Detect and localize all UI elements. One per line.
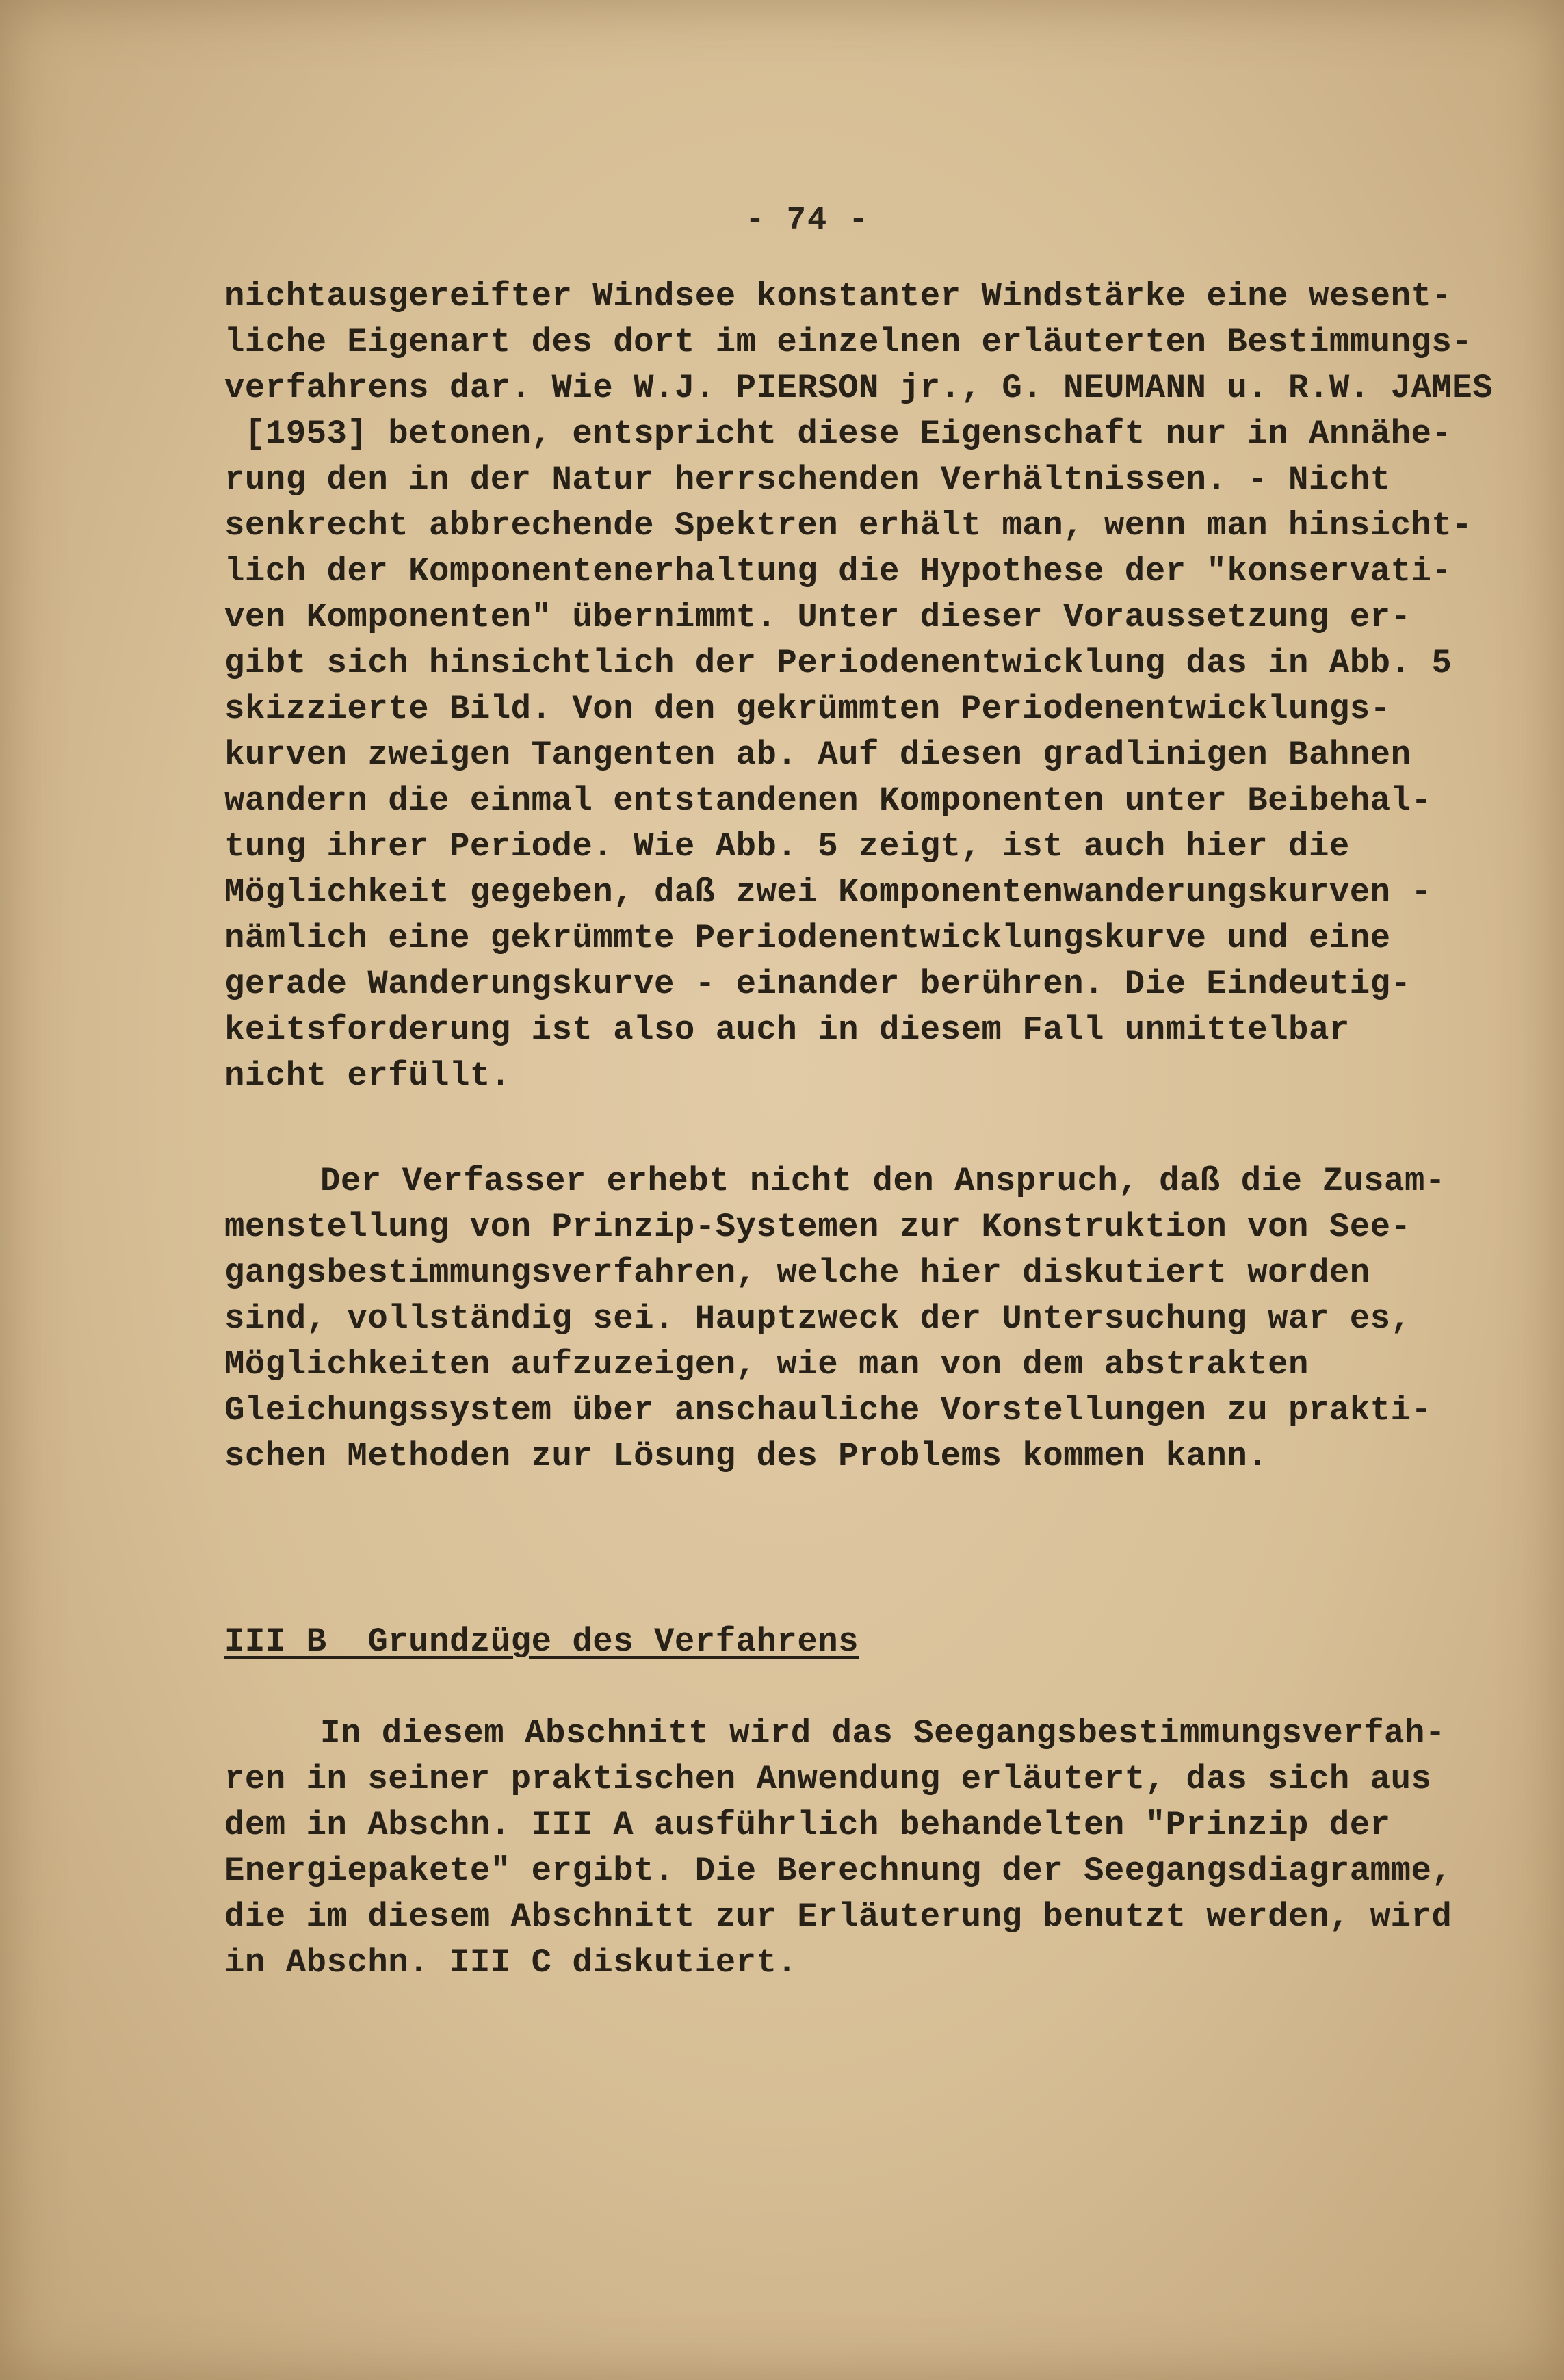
paragraph-1	[224, 274, 1494, 1099]
text-line: nichtausgereifter Windsee konstanter Windstärke eine wesent-	[224, 277, 1452, 315]
paragraph-3	[224, 1711, 1452, 1986]
text-line: kurven zweigen Tangenten ab. Auf diesen gradlinigen Bahnen	[224, 736, 1411, 774]
text-line: ven Komponenten" übernimmt. Unter dieser Voraussetzung er-	[224, 598, 1411, 636]
text-line: in Abschn. III C diskutiert.	[224, 1943, 798, 1982]
text-line: senkrecht abbrechende Spektren erhält man, wenn man hinsicht-	[224, 506, 1473, 545]
section-heading: III B Grundzüge des Verfahrens	[224, 1622, 859, 1661]
text-line: lich der Komponentenerhaltung die Hypothese der "konservati-	[224, 552, 1452, 591]
page-number: - 74 -	[745, 203, 870, 239]
text-line: die im diesem Abschnitt zur Erläuterung benutzt werden, wird	[224, 1898, 1452, 1936]
text-line: Energiepakete" ergibt. Die Berechnung der Seegangsdiagramme,	[224, 1852, 1452, 1890]
text-line: gangsbestimmungsverfahren, welche hier diskutiert worden	[224, 1254, 1370, 1292]
text-line: nämlich eine gekrümmte Periodenentwicklungskurve und eine	[224, 919, 1391, 957]
text-line: tung ihrer Periode. Wie Abb. 5 zeigt, ist auch hier die	[224, 827, 1350, 866]
text-line: dem in Abschn. III A ausführlich behandelten "Prinzip der	[224, 1806, 1391, 1844]
text-line: keitsforderung ist also auch in diesem Fall unmittelbar	[224, 1011, 1350, 1049]
paragraph-2	[224, 1159, 1446, 1479]
text-line: gibt sich hinsichtlich der Periodenentwicklung das in Abb. 5	[224, 644, 1452, 682]
text-line: schen Methoden zur Lösung des Problems kommen kann.	[224, 1437, 1268, 1475]
text-line: Möglichkeit gegeben, daß zwei Komponentenwanderungskurven -	[224, 873, 1432, 911]
text-line: In diesem Abschnitt wird das Seegangsbestimmungsverfah-	[320, 1714, 1446, 1752]
text-line: verfahrens dar. Wie W.J. PIERSON jr., G. NEUMANN u. R.W. JAMES	[224, 369, 1494, 407]
text-line: wandern die einmal entstandenen Komponenten unter Beibehal-	[224, 781, 1432, 820]
text-line: gerade Wanderungskurve - einander berühren. Die Eindeutig-	[224, 965, 1411, 1003]
text-line: [1953] betonen, entspricht diese Eigenschaft nur in Annähe-	[224, 415, 1452, 453]
text-line: ren in seiner praktischen Anwendung erläutert, das sich aus	[224, 1760, 1432, 1798]
text-line: liche Eigenart des dort im einzelnen erläuterten Bestimmungs-	[224, 323, 1473, 361]
text-line: menstellung von Prinzip-Systemen zur Konstruktion von See-	[224, 1208, 1411, 1246]
text-line: Der Verfasser erhebt nicht den Anspruch, daß die Zusam-	[320, 1162, 1446, 1200]
text-line: Möglichkeiten aufzuzeigen, wie man von dem abstrakten	[224, 1345, 1309, 1384]
text-line: nicht erfüllt.	[224, 1057, 511, 1095]
text-line: sind, vollständig sei. Hauptzweck der Untersuchung war es,	[224, 1299, 1411, 1338]
text-line: rung den in der Natur herrschenden Verhältnissen. - Nicht	[224, 461, 1391, 499]
section-heading-block	[224, 1619, 1401, 1665]
text-line: Gleichungssystem über anschauliche Vorstellungen zu prakti-	[224, 1391, 1432, 1430]
text-line: skizzierte Bild. Von den gekrümmten Periodenentwicklungs-	[224, 690, 1391, 728]
